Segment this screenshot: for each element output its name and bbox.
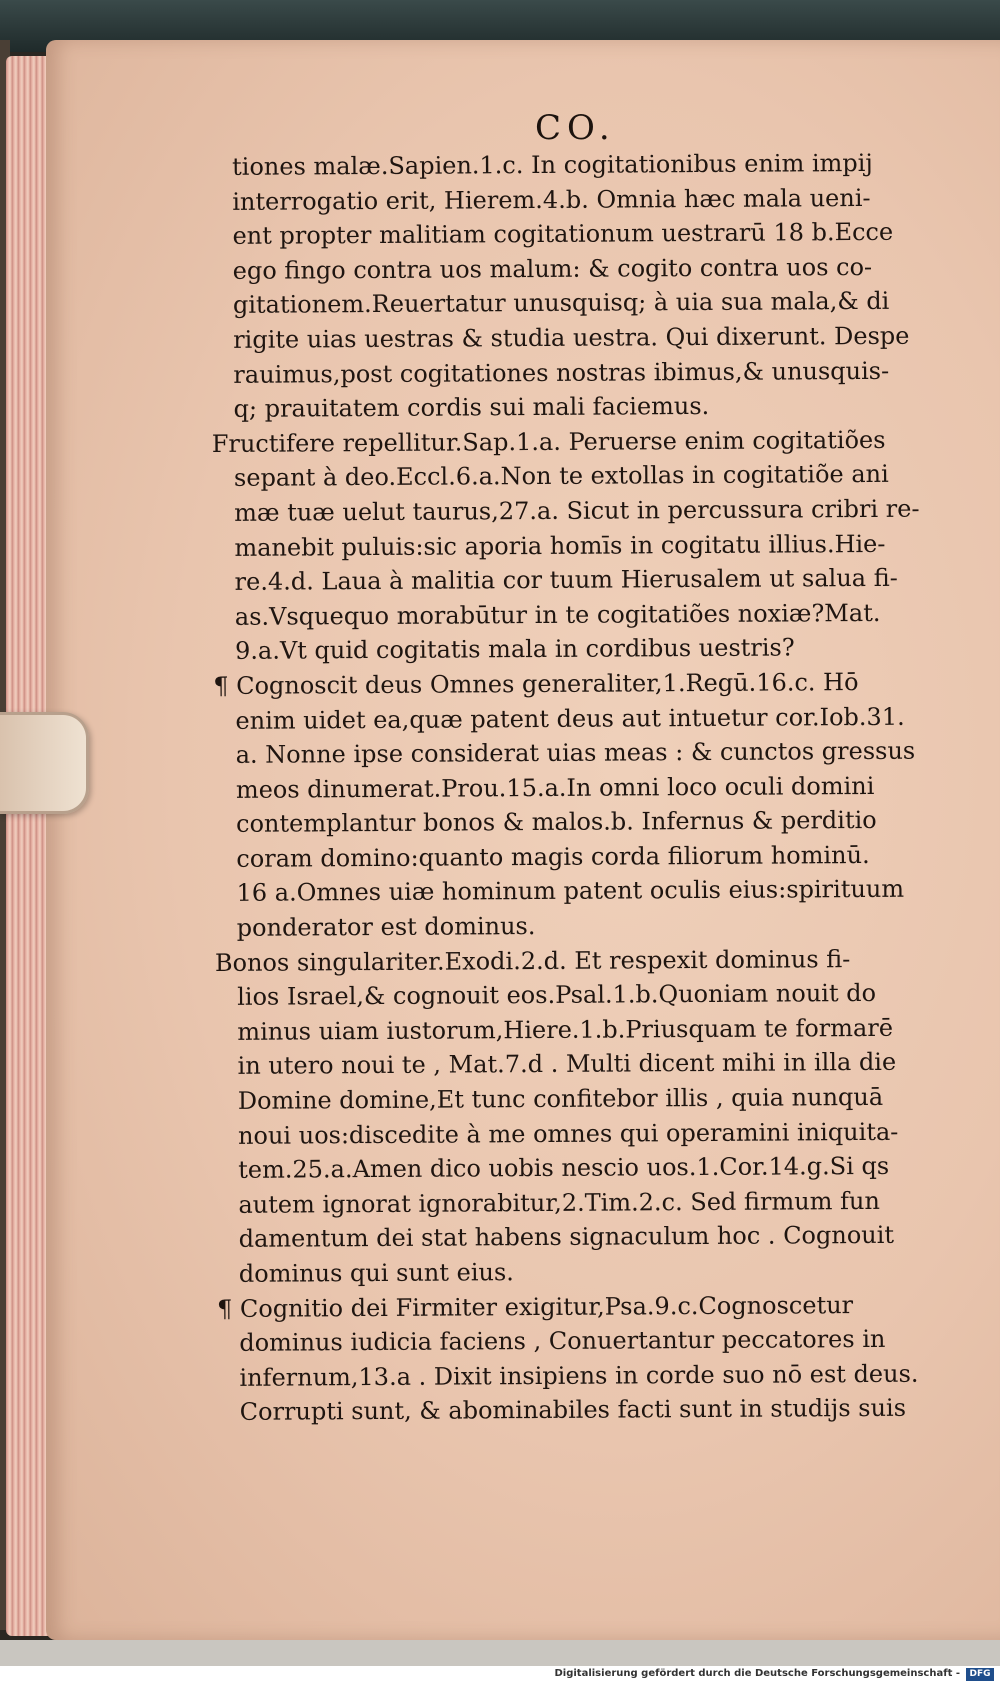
text-line: enim uidet ea,quæ patent deus aut intuetur cor.Iob.31. (235, 702, 905, 735)
text-line: ponderator est dominus. (236, 912, 536, 942)
dfg-logo: DFG (966, 1668, 994, 1681)
text-line: Domine domine,Et tunc confitebor illis , quia nunquā (237, 1082, 884, 1115)
text-line: interrogatio erit, Hierem.4.b. Omnia hæc mala ueni- (232, 183, 871, 216)
text-line: gitationem.Reuertatur unusquisq; à uia sua mala,& di (232, 287, 890, 320)
text-line: q; prauitatem cordis sui mali faciemus. (233, 392, 710, 424)
text-line: sepant à deo.Eccl.6.a.Non te extollas in cogitatiõe ani (233, 460, 889, 493)
text-line: infernum,13.a . Dixit insipiens in corde suo nō est deus. (239, 1359, 919, 1392)
text-line: lios Israel,& cognouit eos.Psal.1.b.Quoniam nouit do (237, 979, 877, 1012)
text-line: rigite uias uestras & studia uestra. Qui dixerunt. Despe (233, 321, 910, 354)
text-line: 16 a.Omnes uiæ hominum patent oculis eius:spirituum (236, 875, 905, 908)
text-line: tem.25.a.Amen dico uobis nescio uos.1.Cor.14.g.Si qs (238, 1152, 890, 1185)
text-line: Bonos singulariter.Exodi.2.d. Et respexit dominus fi- (214, 944, 851, 977)
text-line: minus uiam iustorum,Hiere.1.b.Priusquam te formarē (237, 1013, 894, 1046)
page-text (210, 145, 973, 1430)
text-line: noui uos:discedite à me omnes qui operamini iniquita- (237, 1117, 899, 1150)
text-line: Fructifere repellitur.Sap.1.a. Peruerse enim cogitatiões (211, 425, 886, 458)
text-line: mæ tuæ uelut taurus,27.a. Sicut in percussura cribri re- (234, 494, 920, 527)
funding-credit: Digitalisierung gefördert durch die Deutsche Forschungsgemeinschaft - (554, 1668, 960, 1679)
text-line: damentum dei stat habens signaculum hoc . Cognouit (238, 1221, 895, 1254)
text-line: rauimus,post cogitationes nostras ibimus,& unusquis- (233, 356, 890, 389)
text-line: ego fingo contra uos malum: & cogito contra uos co- (232, 252, 873, 285)
text-line: as.Vsquequo morabūtur in te cogitatiões noxiæ?Mat. (234, 598, 881, 631)
text-line: re.4.d. Laua à malitia cor tuum Hierusalem ut salua fi- (234, 563, 898, 596)
running-head: CO. (535, 108, 616, 148)
text-line: coram domino:quanto magis corda filiorum hominū. (236, 840, 870, 873)
text-line: dominus qui sunt eius. (238, 1258, 514, 1288)
text-line: ent propter malitiam cogitationum uestrarū 18 b.Ecce (232, 218, 894, 251)
text-line: Corrupti sunt, & abominabiles facti sunt in studijs suis (239, 1394, 907, 1427)
text-line: contemplantur bonos & malos.b. Infernus & perditio (236, 806, 877, 839)
text-line: ¶ Cognoscit deus Omnes generaliter,1.Regū.16.c. Hō (213, 667, 859, 700)
text-line: dominus iudicia faciens , Conuertantur peccatores in (239, 1325, 886, 1358)
scan-bottom-band (0, 1640, 1000, 1666)
book-clasp (0, 712, 89, 814)
text-line: ¶ Cognitio dei Firmiter exigitur,Psa.9.c.Cognoscetur (216, 1290, 854, 1323)
text-line: meos dinumerat.Prou.15.a.In omni loco oculi domini (235, 771, 875, 804)
text-line: a. Nonne ipse considerat uias meas : & cunctos gressus (235, 736, 916, 769)
text-line: manebit puluis:sic aporia homīs in cogitatu illius.Hie- (234, 529, 886, 562)
text-line: in utero noui te , Mat.7.d . Multi dicent mihi in illa die (237, 1048, 897, 1081)
text-line: 9.a.Vt quid cogitatis mala in cordibus uestris? (234, 633, 795, 666)
text-line: autem ignorat ignorabitur,2.Tim.2.c. Sed firmum fun (238, 1186, 880, 1219)
text-line: tiones malæ.Sapien.1.c. In cogitationibus enim impij (232, 148, 873, 181)
